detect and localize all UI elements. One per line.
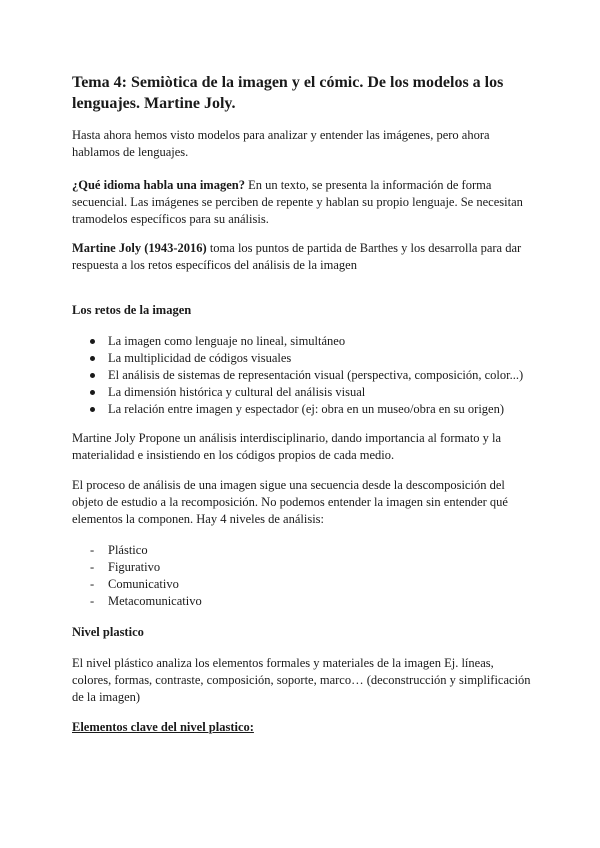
list-item [90,350,523,367]
joly-text: toma los puntos de partida de Barthes y los desarrolla para dar respuesta a los retos específicos del análisis de la imagen [72,241,522,272]
list-item [90,367,523,384]
list-item [90,401,523,418]
plastico-subheading: Elementos clave del nivel plastico: [72,720,254,734]
bullet-icon [90,390,95,395]
joly-paragraph [72,240,532,274]
document-title: Tema 4: Semiòtica de la imagen y el cómic. De los modelos a los lenguajes. Martine Joly. [72,74,504,112]
bullet-icon [90,339,95,344]
plastico-paragraph: El nivel plástico analiza los elementos formales y materiales de la imagen Ej. líneas, colores, formas, contraste, composición, soporte, marco… (deconstrucción y simplificación de la imagen) [72,656,531,704]
niveles-list [90,542,202,610]
list-item-text: La imagen como lenguaje no lineal, simultáneo [108,334,346,348]
idioma-text: En un texto, se presenta la información de forma secuencial. Las imágenes se perciben de repente y hablan su propio lenguaje. Se necesitan tramodelos específicos para su análisis. [72,178,523,226]
list-item-text: Plástico [108,543,148,557]
intro-paragraph: Hasta ahora hemos visto modelos para analizar y entender las imágenes, pero ahora hablamos de lenguajes. [72,128,490,159]
plastico-heading: Nivel plastico [72,625,144,639]
list-item-text: La dimensión histórica y cultural del análisis visual [108,385,366,399]
dash-icon: - [90,577,95,591]
list-item-text: Figurativo [108,560,161,574]
bullet-icon [90,356,95,361]
list-item-text: Comunicativo [108,577,179,591]
list-item [90,576,202,593]
propone-paragraph: Martine Joly Propone un análisis interdisciplinario, dando importancia al formato y la materialidad e insistiendo en los códigos propios de cada medio. [72,431,502,462]
list-item-text: La multiplicidad de códigos visuales [108,351,292,365]
list-item [90,384,523,401]
list-item-text: El análisis de sistemas de representación visual (perspectiva, composición, color...) [108,368,524,382]
dash-icon: - [90,543,95,557]
list-item [90,542,202,559]
list-item [90,593,202,610]
bullet-icon [90,407,95,412]
retos-list [90,333,523,418]
joly-bold-lead: Martine Joly (1943-2016) [72,241,207,255]
bullet-icon [90,373,95,378]
list-item-text: La relación entre imagen y espectador (ej: obra en un museo/obra en su origen) [108,402,505,416]
list-item [90,559,202,576]
proceso-paragraph: El proceso de análisis de una imagen sigue una secuencia desde la descomposición del objeto de estudio a la recomposición. No podemos entender la imagen sin entender qué elementos la componen. Hay 4 niveles de análisis: [72,478,508,526]
idioma-paragraph [72,177,532,228]
list-item [90,333,523,350]
retos-heading: Los retos de la imagen [72,303,192,317]
dash-icon: - [90,594,95,608]
idioma-bold-lead: ¿Qué idioma habla una imagen? [72,178,245,192]
dash-icon: - [90,560,95,574]
list-item-text: Metacomunicativo [108,594,202,608]
